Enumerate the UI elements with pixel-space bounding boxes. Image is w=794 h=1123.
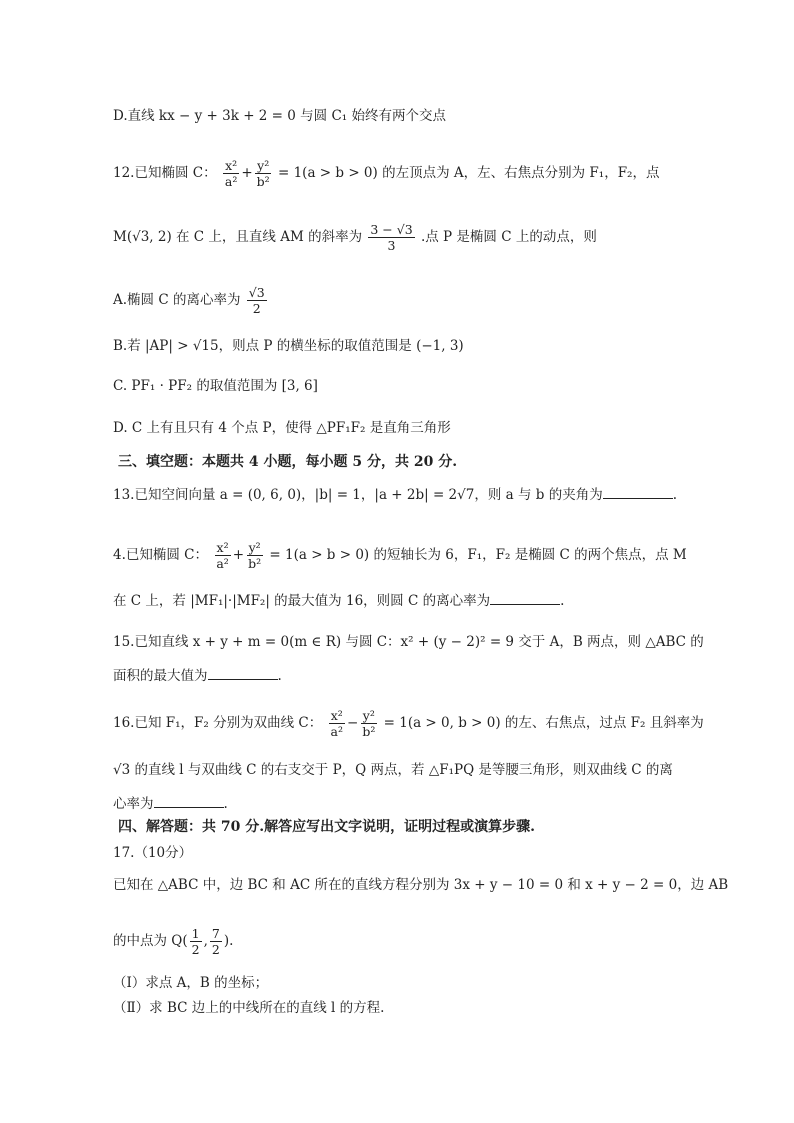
fraction-x2-a2: $\frac{\text{x²}}{\text{a²}}$ bbox=[216, 540, 229, 571]
q12-moving-point: .点 P 是椭圆 C 上的动点，则 bbox=[420, 229, 597, 245]
option-c-q12: C. PF₁ · PF₂ 的取值范围为 [3, 6] bbox=[113, 378, 318, 394]
fraction-x2-a2: $\frac{\text{x²}}{\text{a²}}$ bbox=[224, 158, 238, 189]
option-d-q11: D.直线 kx − y + 3k + 2 = 0 与圆 C₁ 始终有两个交点 bbox=[113, 108, 446, 124]
answer-blank[interactable] bbox=[603, 484, 673, 499]
fraction-slope: $\frac{3 - √3}{3}$ bbox=[370, 222, 413, 253]
fraction-y2-b2: $\frac{\text{y²}}{\text{b²}}$ bbox=[256, 158, 270, 189]
question-13: 13.已知空间向量 a = (0, 6, 0)，|b| = 1，|a + 2b| = 2√7，则 a 与 b 的夹角为 . bbox=[113, 484, 681, 505]
section-3-heading: 三、填空题：本题共 4 小题，每小题 5 分，共 20 分. bbox=[118, 454, 458, 470]
question-15-line2: 面积的最大值为 . bbox=[113, 665, 681, 686]
q12-intro-rest: 的左顶点为 A，左、右焦点分别为 F₁，F₂，点 bbox=[382, 165, 660, 181]
question-12-line1: 12.已知椭圆 C： $\frac{\text{x²}}{\text{a²}}$ + $\frac{\text{y²}}{\text{b²}}$ = 1(a > b > 0) 的左顶点为 A，左、右焦点分别为 F₁，F₂，点 bbox=[113, 158, 660, 189]
fraction-y2-b2: $\frac{\text{y²}}{\text{b²}}$ bbox=[248, 540, 262, 571]
question-17-part-2: （Ⅱ）求 BC 边上的中线所在的直线 l 的方程. bbox=[113, 1000, 385, 1016]
question-17-part-1: （Ⅰ）求点 A，B 的坐标； bbox=[113, 975, 269, 991]
question-17-line2: 的中点为 Q( $\frac{1}{2}$ , $\frac{7}{2}$ ). bbox=[113, 926, 234, 957]
answer-blank[interactable] bbox=[154, 793, 224, 808]
q12-intro: 12.已知椭圆 C： bbox=[113, 165, 217, 181]
question-16-line3: 心率为 . bbox=[113, 793, 681, 814]
question-14-line1: 4.已知椭圆 C： $\frac{\text{x²}}{\text{a²}}$ + $\frac{\text{y²}}{\text{b²}}$ = 1(a > b > 0) 的短轴长为 6，F₁，F₂ 是椭圆 C 的两个焦点，点 M bbox=[113, 540, 687, 571]
question-16-line2: √3 的直线 l 与双曲线 C 的右支交于 P，Q 两点，若 △F₁PQ 是等腰三角形，则双曲线 C 的离 bbox=[113, 762, 673, 778]
question-17-line1: 已知在 △ABC 中，边 BC 和 AC 所在的直线方程分别为 3x + y − 10 = 0 和 x + y − 2 = 0，边 AB bbox=[113, 877, 729, 893]
answer-blank[interactable] bbox=[208, 665, 278, 680]
question-16-line1: 16.已知 F₁，F₂ 分别为双曲线 C： $\frac{\text{x²}}{\text{a²}}$ − $\frac{\text{y²}}{\text{b²}}$ = 1(a > 0, b > 0) 的左、右焦点，过点 F₂ 且斜率为 bbox=[113, 708, 704, 739]
question-12-line2 bbox=[113, 222, 681, 253]
question-17-header: 17.（10分） bbox=[113, 845, 193, 861]
option-d-q12: D. C 上有且只有 4 个点 P，使得 △PF₁F₂ 是直角三角形 bbox=[113, 420, 451, 436]
question-14-line2: 在 C 上，若 |MF₁|·|MF₂| 的最大值为 16，则圆 C 的离心率为 . bbox=[113, 590, 681, 611]
ellipse-condition: = 1(a > b > 0) bbox=[277, 165, 378, 181]
option-b-q12: B.若 |AP| > √15，则点 P 的横坐标的取值范围是 (−1, 3) bbox=[113, 338, 464, 354]
q12-point-m: M(√3, 2) 在 C 上，且直线 AM 的斜率为 bbox=[113, 229, 363, 245]
question-15-line1: 15.已知直线 x + y + m = 0(m ∈ R) 与圆 C：x² + (y − 2)² = 9 交于 A，B 两点，则 △ABC 的 bbox=[113, 634, 704, 650]
fraction-seven-halves: $\frac{7}{2}$ bbox=[211, 926, 220, 957]
fraction-y2-b2: $\frac{\text{y²}}{\text{b²}}$ bbox=[362, 708, 376, 739]
section-4-heading: 四、解答题：共 70 分.解答应写出文字说明，证明过程或演算步骤. bbox=[118, 819, 535, 835]
option-a-q12: A.椭圆 C 的离心率为 $\frac{√3}{2}$ bbox=[113, 285, 265, 316]
fraction-eccentricity: $\frac{√3}{2}$ bbox=[248, 285, 265, 316]
fraction-half: $\frac{1}{2}$ bbox=[191, 926, 200, 957]
fraction-x2-a2: $\frac{\text{x²}}{\text{a²}}$ bbox=[330, 708, 343, 739]
answer-blank[interactable] bbox=[490, 590, 560, 605]
